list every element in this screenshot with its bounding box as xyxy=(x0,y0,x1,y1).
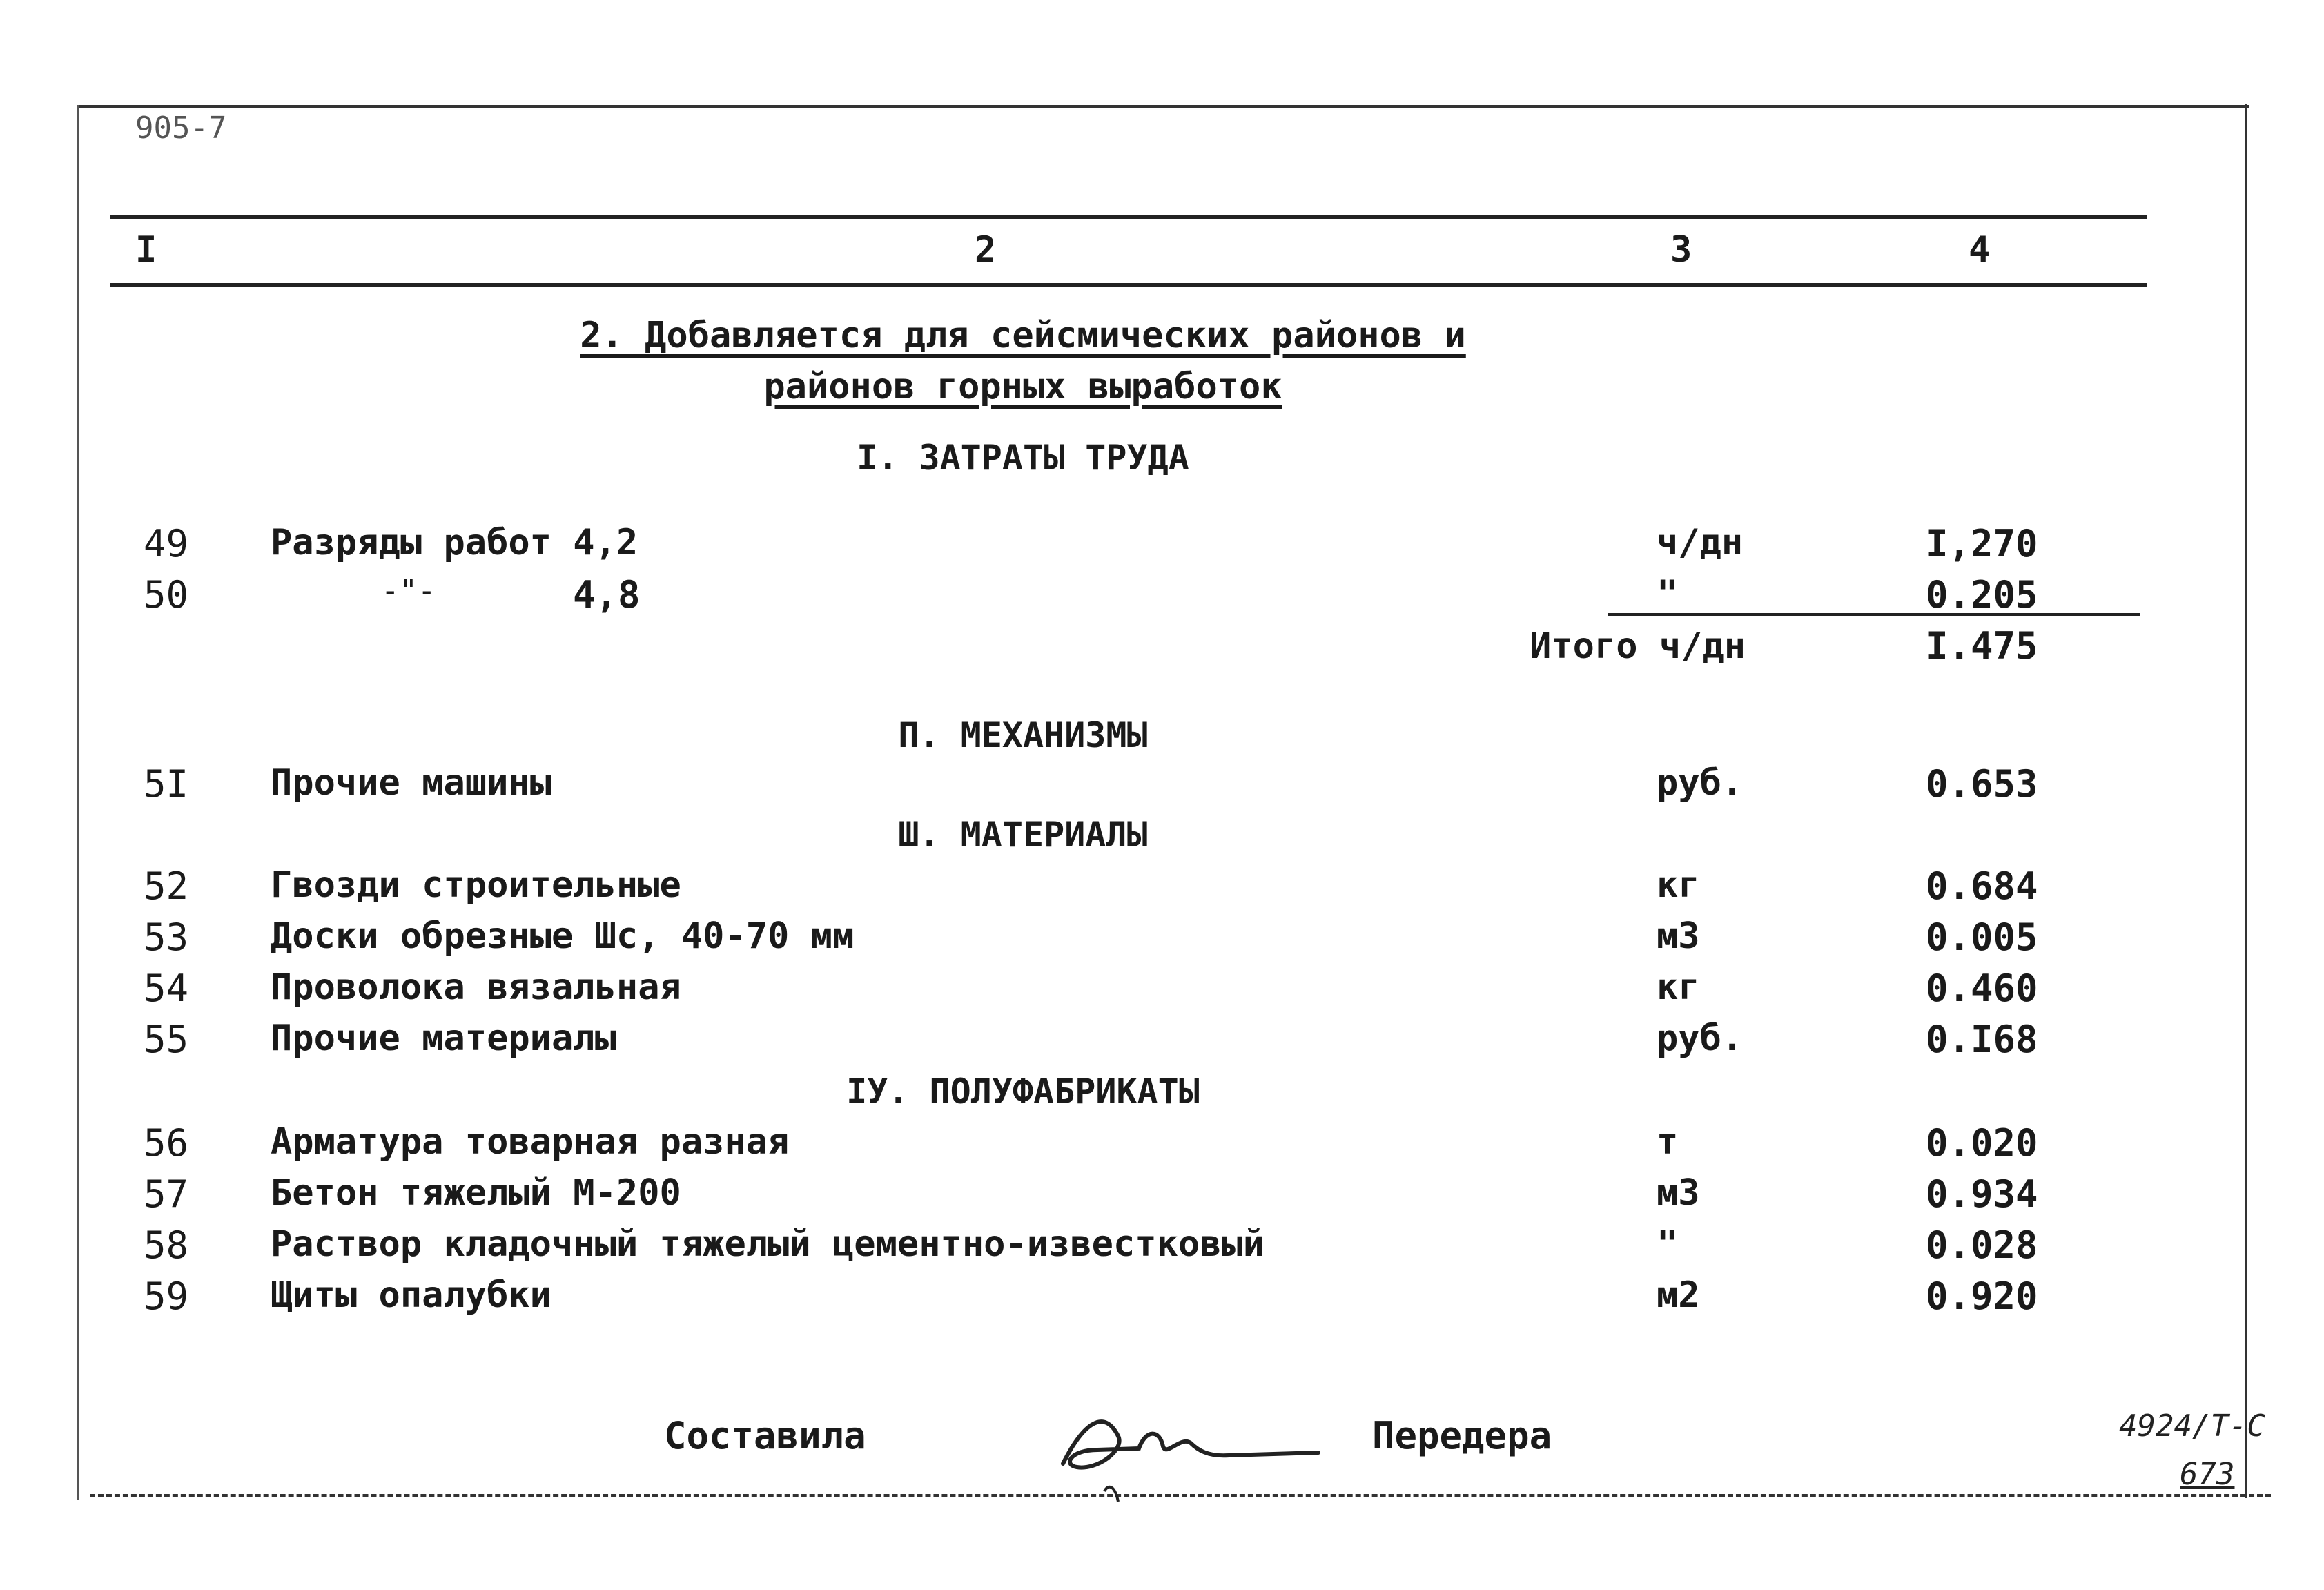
row-unit: ч/дн xyxy=(1657,522,1744,563)
row-number: 52 xyxy=(144,864,189,908)
column-number-3: 3 xyxy=(1670,229,1692,271)
row-qty: 0.460 xyxy=(1926,967,2038,1010)
row-qty: 0.934 xyxy=(1926,1172,2038,1216)
row-unit: м3 xyxy=(1657,1172,1700,1214)
row-unit: м3 xyxy=(1657,915,1700,957)
row-qty: 0.205 xyxy=(1926,573,2038,617)
table-row xyxy=(0,522,2324,572)
compiler-name: Передера xyxy=(1372,1414,1552,1457)
table-header-bottom-rule xyxy=(110,283,2147,287)
table-row xyxy=(0,1018,2324,1067)
row-number: 58 xyxy=(144,1223,189,1267)
column-number-1: I xyxy=(135,229,157,271)
row-number: 53 xyxy=(144,915,189,959)
total-value: I.475 xyxy=(1926,624,2038,668)
row-number: 49 xyxy=(144,522,189,565)
row-name: Гвозди строительные xyxy=(271,864,681,906)
table-row xyxy=(0,1223,2324,1273)
column-number-2: 2 xyxy=(975,229,997,271)
table-row xyxy=(0,915,2324,965)
row-name: Доски обрезные Шс, 40-70 мм xyxy=(271,915,855,957)
row-name: Проволока вязальная xyxy=(271,967,681,1008)
row-name: Прочие машины xyxy=(271,762,551,804)
row-grade: 4,8 xyxy=(573,573,641,617)
row-qty: 0.028 xyxy=(1926,1223,2038,1267)
row-qty: 0.020 xyxy=(1926,1121,2038,1165)
compiled-by-label: Составила xyxy=(664,1414,866,1457)
frame-top-border xyxy=(77,105,2249,108)
row-number: 59 xyxy=(144,1274,189,1318)
row-qty: 0.653 xyxy=(1926,762,2038,806)
materials-heading: Ш. МАТЕРИАЛЫ xyxy=(898,815,1148,855)
semi-products-heading: IУ. ПОЛУФАБРИКАТЫ xyxy=(846,1072,1200,1112)
row-qty: 0.684 xyxy=(1926,864,2038,908)
table-row xyxy=(0,864,2324,914)
archive-stamp-code: 4924/Т-С xyxy=(2119,1408,2265,1444)
section-title-line2: районов горных выработок xyxy=(763,366,1282,407)
table-row xyxy=(0,1121,2324,1171)
table-row xyxy=(0,762,2324,812)
row-name: Бетон тяжелый М-200 xyxy=(271,1172,681,1214)
row-unit: " xyxy=(1657,573,1679,614)
row-unit: кг xyxy=(1657,967,1700,1008)
row-qty: I,270 xyxy=(1926,522,2038,565)
subtotal-rule xyxy=(1608,613,2140,616)
labor-heading: I. ЗАТРАТЫ ТРУДА xyxy=(857,438,1189,478)
row-number: 54 xyxy=(144,967,189,1010)
handwritten-signature xyxy=(1042,1381,1332,1519)
doc-id: 905-7 xyxy=(135,110,227,146)
archive-stamp-page: 673 xyxy=(2180,1457,2235,1492)
row-qty: 0.I68 xyxy=(1926,1018,2038,1061)
section-title-line1: 2. Добавляется для сейсмических районов и xyxy=(580,315,1466,356)
table-row xyxy=(0,1274,2324,1324)
row-number: 57 xyxy=(144,1172,189,1216)
row-name: Щиты опалубки xyxy=(271,1274,551,1316)
row-qty: 0.005 xyxy=(1926,915,2038,959)
row-unit: руб. xyxy=(1657,762,1744,804)
row-unit: м2 xyxy=(1657,1274,1700,1316)
row-qty: 0.920 xyxy=(1926,1274,2038,1318)
table-header-top-rule xyxy=(110,215,2147,219)
table-row xyxy=(0,1172,2324,1222)
row-unit: т xyxy=(1657,1121,1679,1163)
column-number-4: 4 xyxy=(1969,229,1991,271)
row-name: Арматура товарная разная xyxy=(271,1121,790,1163)
row-number: 55 xyxy=(144,1018,189,1061)
total-label: Итого ч/дн xyxy=(1530,626,1746,667)
table-row xyxy=(0,967,2324,1016)
row-unit: кг xyxy=(1657,864,1700,906)
row-unit: " xyxy=(1657,1223,1679,1265)
ditto-mark: -"- xyxy=(381,573,436,608)
row-name: Разряды работ 4,2 xyxy=(271,522,638,563)
row-name: Раствор кладочный тяжелый цементно-известковый xyxy=(271,1223,1265,1265)
row-number: 50 xyxy=(144,573,189,617)
mechanisms-heading: П. МЕХАНИЗМЫ xyxy=(898,715,1148,755)
row-number: 56 xyxy=(144,1121,189,1165)
row-number: 5I xyxy=(144,762,189,806)
row-unit: руб. xyxy=(1657,1018,1744,1059)
row-name: Прочие материалы xyxy=(271,1018,616,1059)
